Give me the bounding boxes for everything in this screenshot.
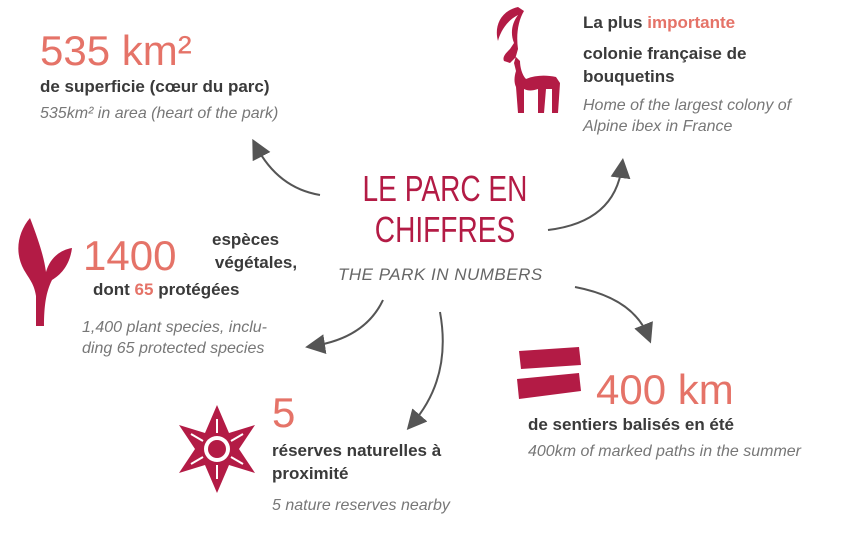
plants-protected: dont 65 protégées <box>93 280 240 299</box>
reserves-label-fr: réserves naturelles à proximité <box>272 441 442 483</box>
arrow-to-paths <box>575 287 648 336</box>
paths-label-fr: de sentiers balisés en été <box>528 415 734 434</box>
reserves-value: 5 <box>272 389 296 436</box>
paths-label-en: 400km of marked paths in the summer <box>528 443 802 460</box>
plants-value: 1400 <box>83 232 177 279</box>
area-label-fr: de superficie (cœur du parc) <box>40 77 270 96</box>
center-title-block <box>330 168 560 251</box>
plants-label-en: 1,400 plant species, inclu- ding 65 protected species <box>82 319 267 357</box>
ibex-label-en: Home of the largest colony of Alpine ibex in France <box>583 97 792 135</box>
ibex-title: La plus importante <box>583 13 736 32</box>
reserves-label-en: 5 nature reserves nearby <box>272 497 450 514</box>
center-title: LE PARC EN CHIFFRES <box>362 168 528 251</box>
area-label-en: 535km² in area (heart of the park) <box>40 105 279 122</box>
paths-value: 400 km <box>596 366 734 413</box>
area-value: 535 km² <box>40 27 192 74</box>
reserve-flower-icon <box>172 404 262 494</box>
trail-marker-icon <box>515 345 585 405</box>
ibex-icon <box>480 5 560 115</box>
arrow-to-area <box>256 146 320 195</box>
arrow-to-reserves <box>412 312 443 424</box>
arrow-to-plants <box>313 300 383 346</box>
plant-icon <box>10 218 70 328</box>
plants-label-fr: espèces végétales, <box>212 230 298 272</box>
ibex-label-fr: colonie française de bouquetins <box>583 44 747 86</box>
center-subtitle: THE PARK IN NUMBERS <box>338 265 543 284</box>
